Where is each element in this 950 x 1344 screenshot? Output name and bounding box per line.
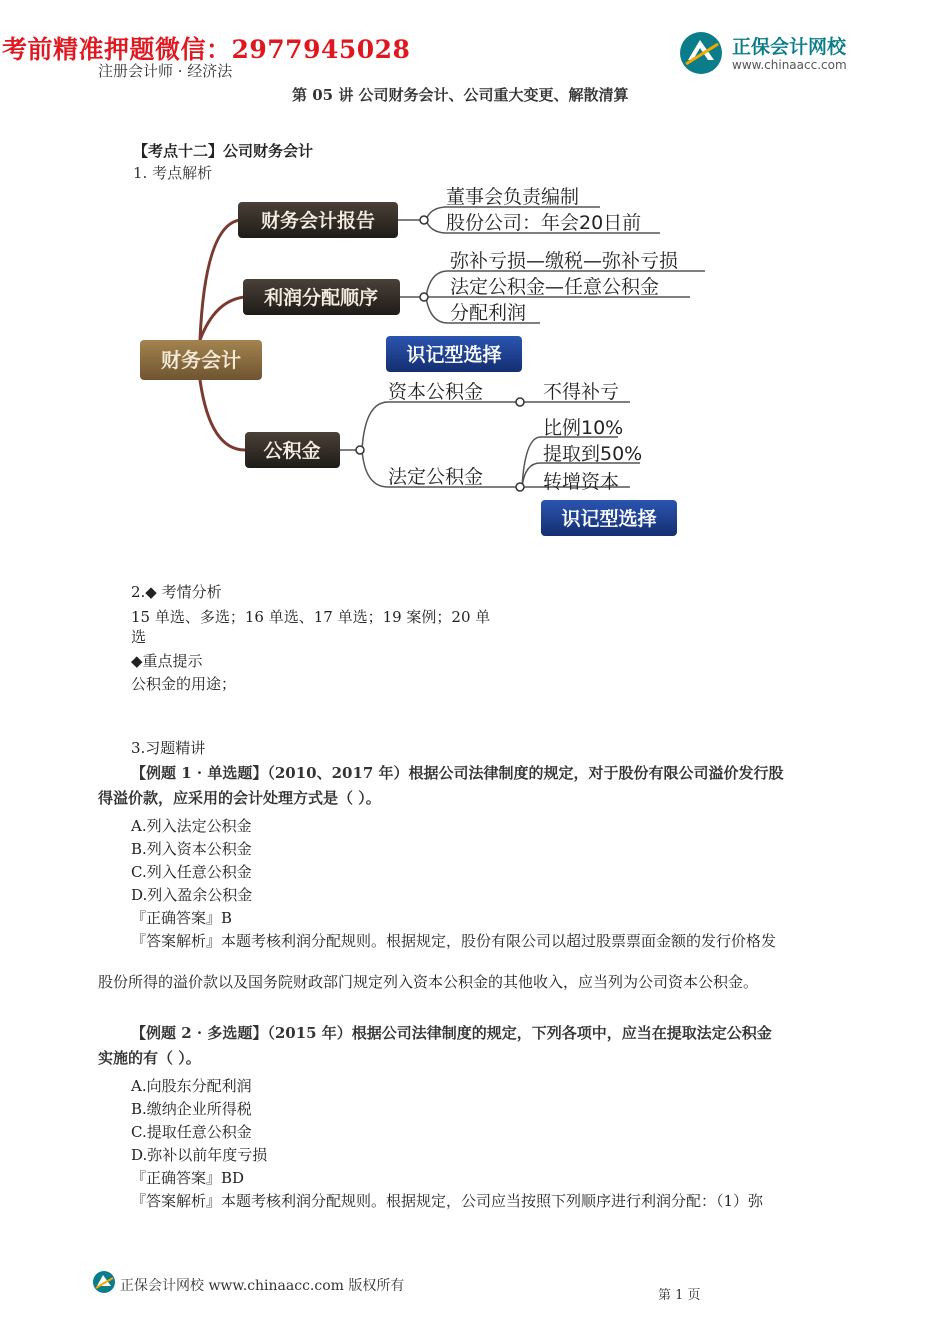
q1-option: D.列入盈余公积金 xyxy=(131,886,253,904)
mindmap-leaf: 分配利润 xyxy=(450,302,527,324)
header-nav-clipped: 注册会计师 · 经济法 xyxy=(98,62,233,80)
footer-copyright: 正保会计网校 www.chinaacc.com 版权所有 xyxy=(120,1278,405,1294)
mindmap-leaf: 股份公司：年会20日前 xyxy=(446,212,642,234)
mindmap-branch-reserve: 公积金 xyxy=(263,440,321,462)
analysis-line: 15 单选、多选；16 单选、17 单选；19 案例；20 单 xyxy=(131,608,491,626)
footer-logo-icon xyxy=(92,1270,116,1298)
watermark-text: 考前精准押题微信：2977945028 xyxy=(2,35,411,64)
key-point-text: 公积金的用途； xyxy=(131,675,237,693)
q1-answer: 『正确答案』B xyxy=(131,909,233,927)
analysis-heading: 2.◆ 考情分析 xyxy=(131,583,222,601)
mindmap-leaf: 法定公积金—任意公积金 xyxy=(450,276,660,298)
mindmap-connectors xyxy=(200,220,245,450)
mindmap-legal-reserve: 法定公积金 xyxy=(388,466,484,488)
mindmap-leaf: 董事会负责编制 xyxy=(446,186,580,208)
mindmap-leaf: 弥补亏损—缴税—弥补亏损 xyxy=(450,250,679,272)
q1-option: C.列入任意公积金 xyxy=(131,863,252,881)
mindmap-root: 财务会计 xyxy=(161,348,241,372)
mindmap-leaf: 转增资本 xyxy=(543,471,620,493)
q1-option: A.列入法定公积金 xyxy=(131,817,252,835)
q2-explanation: 『答案解析』本题考核利润分配规则。根据规定，公司应当按照下列顺序进行利润分配：（1）弥 xyxy=(131,1192,764,1210)
analysis-line: 选 xyxy=(131,628,147,646)
key-point-heading: ◆重点提示 xyxy=(131,652,203,670)
mindmap-tag-2: 识记型选择 xyxy=(561,508,657,530)
logo-name: 正保会计网校 xyxy=(732,36,847,58)
mindmap-leaf: 比例10% xyxy=(543,417,624,439)
q1-explanation: 股份所得的溢价款以及国务院财政部门规定列入资本公积金的其他收入，应当列为公司资本公积金。 xyxy=(98,973,759,991)
subheading-clipped: 1. 考点解析 xyxy=(133,164,213,182)
q2-stem-clipped: 【例题 2 · 多选题】（2015 年）根据公司法律制度的规定，下列各项中，应当在提取法定公积金 xyxy=(131,1024,772,1042)
q2-option: D.弥补以前年度亏损 xyxy=(131,1146,268,1164)
q2-option: B.缴纳企业所得税 xyxy=(131,1100,252,1118)
footer-page-clipped: 第 1 页 xyxy=(658,1288,701,1303)
q1-stem-clipped: 得溢价款，应采用的会计处理方式是（ ）。 xyxy=(98,789,381,807)
exercises-heading: 3.习题精讲 xyxy=(131,739,206,757)
logo-url: www.chinaacc.com xyxy=(732,58,847,72)
q1-explanation: 『答案解析』本题考核利润分配规则。根据规定，股份有限公司以超过股票票面金额的发行价格发 xyxy=(131,932,777,950)
mindmap-branch-profit: 利润分配顺序 xyxy=(263,287,379,309)
mindmap xyxy=(0,0,950,560)
mindmap-leaf: 不得补亏 xyxy=(543,381,620,403)
header-title-clipped: 第 05 讲 公司财务会计、公司重大变更、解散清算 xyxy=(292,86,629,104)
q2-option: A.向股东分配利润 xyxy=(131,1077,252,1095)
mindmap-tag-1: 识记型选择 xyxy=(406,344,502,366)
q2-stem-clipped: 实施的有（ ）。 xyxy=(98,1049,201,1067)
mindmap-branch-report: 财务会计报告 xyxy=(260,210,376,232)
section-title: 【考点十二】公司财务会计 xyxy=(133,142,314,160)
q2-option: C.提取任意公积金 xyxy=(131,1123,252,1141)
mindmap-capital-reserve: 资本公积金 xyxy=(388,381,484,403)
q1-option: B.列入资本公积金 xyxy=(131,840,252,858)
mindmap-leaf: 提取到50% xyxy=(543,443,643,465)
q1-stem-clipped: 【例题 1 · 单选题】（2010、2017 年）根据公司法律制度的规定，对于股份有限公司溢价发行股 xyxy=(131,764,784,782)
q2-answer: 『正确答案』BD xyxy=(131,1169,245,1187)
